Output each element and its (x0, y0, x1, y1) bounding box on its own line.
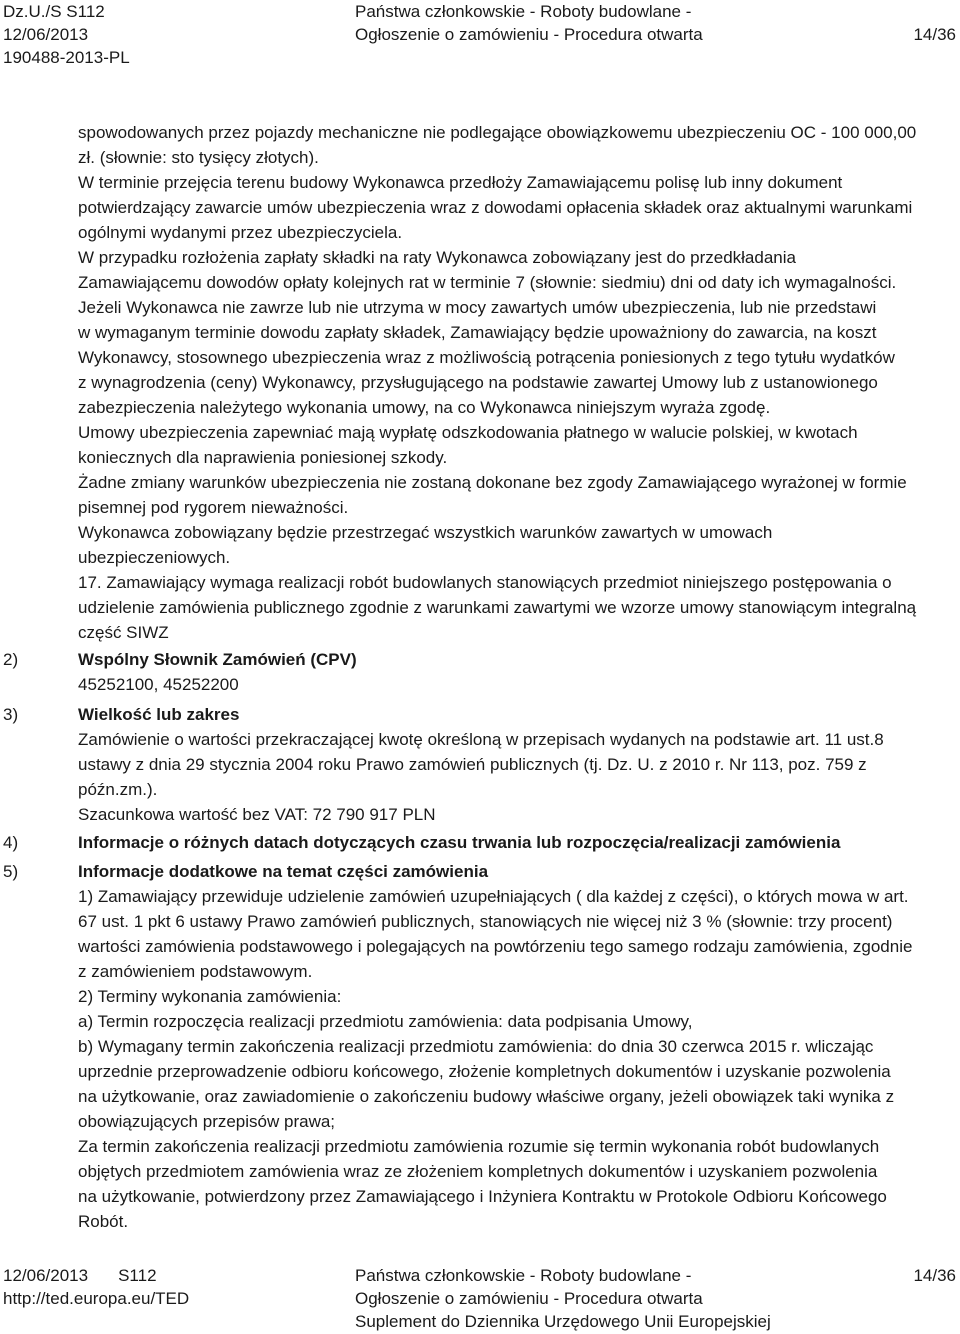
body-line: Umowy ubezpieczenia zapewniać mają wypłatę odszkodowania płatnego w walucie polskiej, w kwotach (78, 423, 858, 442)
section-title: Wielkość lub zakres (78, 705, 240, 724)
body-line: Wykonawcy, stosownego ubezpieczenia wraz z możliwością potrącenia poniesionych z tego tytułu wydatków (78, 348, 895, 367)
body-line: ogólnymi wydanymi przez ubezpieczyciela. (78, 223, 403, 242)
section-line: na użytkowanie, potwierdzony przez Zamawiającego i Inżyniera Kontraktu w Protokole Odbioru Końcowego (78, 1187, 887, 1206)
body-line: Zamawiającemu dowodów opłaty kolejnych rat w terminie 7 (słownie: siedmiu) dni od daty ich wymagalności. (78, 273, 897, 292)
header-title-line1: Państwa członkowskie - Roboty budowlane - (355, 2, 692, 21)
body-line: W przypadku rozłożenia zapłaty składki na raty Wykonawca zobowiązany jest do przedkładania (78, 248, 796, 267)
header-left (3, 0, 130, 69)
body-line: ubezpieczeniowych. (78, 548, 231, 567)
body-line: zł. (słownie: sto tysięcy złotych). (78, 148, 319, 167)
body-line: część SIWZ (78, 623, 169, 642)
section-line: Szacunkowa wartość bez VAT: 72 790 917 PLN (78, 805, 436, 824)
section-line: a) Termin rozpoczęcia realizacji przedmiotu zamówienia: data podpisania Umowy, (78, 1012, 693, 1031)
section-line: późn.zm.). (78, 780, 158, 799)
body-line: Żadne zmiany warunków ubezpieczenia nie zostaną dokonane bez zgody Zamawiającego wyrażonej w formie (78, 473, 907, 492)
body-line: potwierdzający zawarcie umów ubezpieczenia wraz z dowodami opłacenia składek oraz aktualnymi warunkami (78, 198, 913, 217)
body-line: udzielenie zamówienia publicznego zgodnie z warunkami zawartymi we wzorze umowy stanowiącym integralną (78, 598, 917, 617)
body-line: zabezpieczenia należytego wykonania umowy, na co Wykonawca niniejszym wyraża zgodę. (78, 398, 771, 417)
section-line: Za termin zakończenia realizacji przedmiotu zamówienia rozumie się termin wykonania robót budowlanych (78, 1137, 880, 1156)
footer-date-series (3, 1264, 189, 1287)
body-line: Wykonawca zobowiązany będzie przestrzegać wszystkich warunków zawartych w umowach (78, 523, 773, 542)
footer-date: 12/06/2013 (3, 1266, 89, 1285)
body-continuation (78, 120, 958, 645)
footer-url[interactable]: http://ted.europa.eu/TED (3, 1289, 190, 1308)
header-right (913, 0, 956, 46)
footer-right (913, 1264, 956, 1287)
footer-title-line1: Państwa członkowskie - Roboty budowlane - (355, 1266, 692, 1285)
section-number: 3) (3, 705, 19, 724)
body-line: pisemnej pod rygorem nieważności. (78, 498, 349, 517)
publication-date: 12/06/2013 (3, 25, 89, 44)
section-line: objętych przedmiotem zamówienia wraz ze złożeniem kompletnych dokumentów i uzyskaniem pozwolenia (78, 1162, 878, 1181)
notice-number: 190488-2013-PL (3, 48, 130, 67)
footer-supplement: Suplement do Dziennika Urzędowego Unii Europejskiej (355, 1312, 771, 1331)
header-center (355, 0, 725, 46)
section-line: ustawy z dnia 29 stycznia 2004 roku Prawo zamówień publicznych (tj. Dz. U. z 2010 r. Nr 113, poz. 759 z (78, 755, 867, 774)
section-title: Wspólny Słownik Zamówień (CPV) (78, 650, 357, 669)
body-line: W terminie przejęcia terenu budowy Wykonawca przedłoży Zamawiającemu polisę lub inny dokument (78, 173, 843, 192)
section-line: 67 ust. 1 pkt 6 ustawy Prawo zamówień publicznych, stanowiących nie więcej niż 3 % (słownie: trzy procent) (78, 912, 893, 931)
section-line: 2) Terminy wykonania zamówienia: (78, 987, 342, 1006)
section-line: Zamówienie o wartości przekraczającej kwotę określoną w przepisach wydanych na podstawie art. 11 ust.8 (78, 730, 884, 749)
section-line: obowiązujących przepisów prawa; (78, 1112, 336, 1131)
section-line: 45252100, 45252200 (78, 675, 239, 694)
section-number: 4) (3, 833, 19, 852)
footer-title-line2: Ogłoszenie o zamówieniu - Procedura otwarta (355, 1289, 703, 1308)
section-title: Informacje dodatkowe na temat części zamówienia (78, 862, 489, 881)
footer-left (3, 1264, 189, 1310)
footer-center (355, 1264, 771, 1333)
section-line: Robót. (78, 1212, 129, 1231)
section-line: na użytkowanie, oraz zawiadomienie o zakończeniu budowy właściwe organy, jeżeli obowiązek taki wynika z (78, 1087, 895, 1106)
section-number: 5) (3, 862, 19, 881)
section-title: Informacje o różnych datach dotyczących czasu trwania lub rozpoczęcia/realizacji zamówienia (78, 833, 841, 852)
footer-series: S112 (118, 1266, 157, 1285)
body-line: z wynagrodzenia (ceny) Wykonawcy, przysługującego na podstawie zawartej Umowy lub z ustanowionego (78, 373, 878, 392)
body-line: w wymaganym terminie dowodu zapłaty składek, Zamawiający będzie upoważniony do zawarcia, na koszt (78, 323, 877, 342)
footer-page-number: 14/36 (913, 1266, 956, 1285)
body-line: koniecznych dla naprawienia poniesionej szkody. (78, 448, 448, 467)
section-line: uprzednie przeprowadzenie odbioru końcowego, złożenie kompletnych dokumentów i uzyskanie pozwolenia (78, 1062, 891, 1081)
section-number: 2) (3, 650, 19, 669)
body-line: Jeżeli Wykonawca nie zawrze lub nie utrzyma w mocy zawartych umów ubezpieczenia, lub nie przedstawi (78, 298, 877, 317)
section-line: z zamówieniem podstawowym. (78, 962, 313, 981)
section-line: wartości zamówienia podstawowego i polegających na powtórzeniu tego samego rodzaju zamówienia, zgodnie (78, 937, 913, 956)
body-line: spowodowanych przez pojazdy mechaniczne nie podlegające obowiązkowemu ubezpieczeniu OC - 100 000,00 (78, 123, 917, 142)
journal-reference: Dz.U./S S112 (3, 2, 105, 21)
page-number: 14/36 (913, 25, 956, 44)
section-line: b) Wymagany termin zakończenia realizacji przedmiotu zamówienia: do dnia 30 czerwca 2015 r. wliczając (78, 1037, 874, 1056)
body-line: 17. Zamawiający wymaga realizacji robót budowlanych stanowiących przedmiot niniejszego postępowania o (78, 573, 892, 592)
header-title-line2: Ogłoszenie o zamówieniu - Procedura otwarta (355, 25, 703, 44)
section-line: 1) Zamawiający przewiduje udzielenie zamówień uzupełniających ( dla każdej z części), o których mowa w art. (78, 887, 909, 906)
